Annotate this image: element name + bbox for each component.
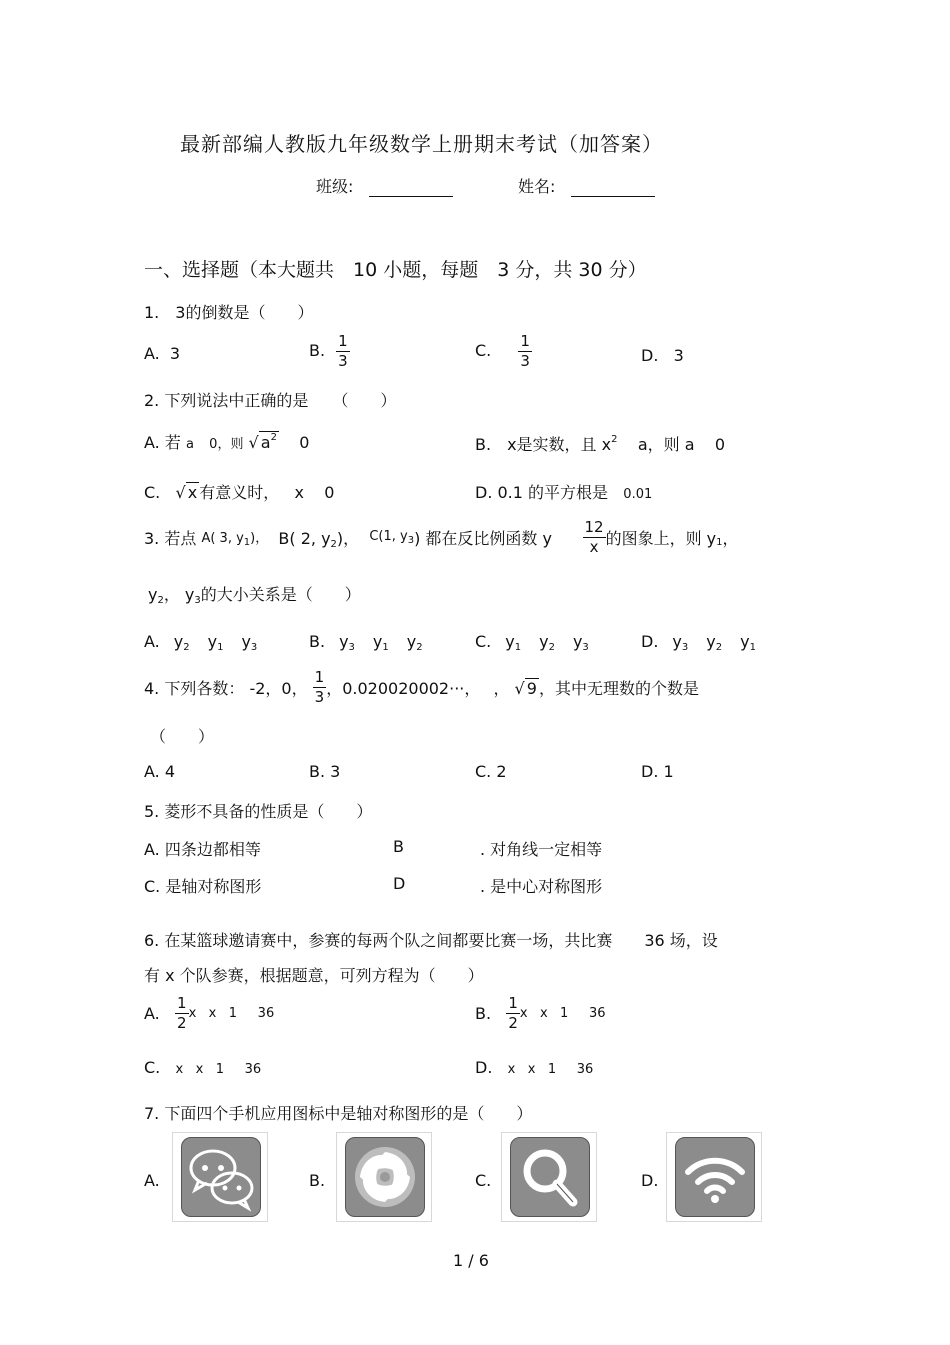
q4-option-b: B. 3 [309, 762, 341, 781]
q1-option-c: C. $\frac{1}{3}$ [475, 332, 530, 370]
q4-stem: 4. 下列各数： -2，0， $\frac{1}{3}$ ，0.020020002···， ， √ 9 ，其中无理数的个数是 [144, 668, 699, 706]
q1-option-b: B. $\frac{1}{3}$ [309, 332, 348, 370]
q1-stem: 1. 3的倒数是（ ） [144, 303, 314, 322]
chat-bubbles-icon [172, 1132, 268, 1222]
page-number: 1 / 6 [453, 1251, 489, 1270]
class-blank [369, 180, 453, 197]
q6-option-c: C. x x 1 36 [144, 1058, 262, 1077]
q7-stem: 7. 下面四个手机应用图标中是轴对称图形的是（ ） [144, 1104, 533, 1123]
class-field [316, 174, 453, 197]
q6-stem-line2: 有 x 个队参赛，根据题意，可列方程为（ ） [144, 966, 484, 985]
q7-option-d-label: D. [641, 1171, 659, 1190]
swirl-icon [336, 1132, 432, 1222]
search-icon [501, 1132, 597, 1222]
q6-option-a: A. $\frac{1}{2}$ x x 1 36 [144, 994, 275, 1032]
q2-option-b: B. x是实数，且 $x^2$ a，则 a 0 [475, 434, 726, 454]
q5-option-c: C. 是轴对称图形 [144, 877, 262, 896]
fraction: $\frac{1}{2}$ [177, 994, 187, 1032]
fraction: $\frac{12}{x}$ [584, 518, 604, 556]
q3-option-a: A. $y_2$ $y_1$ $y_3$ [144, 632, 258, 653]
name-label: 姓名: [518, 177, 556, 196]
q2-option-a: A. 若 a 0，则 √ $a^2$ 0 [144, 432, 310, 452]
section-heading: 一、选择题（本大题共 10 小题，每题 3 分，共 30 分） [144, 259, 647, 281]
q6-option-b: B. $\frac{1}{2}$ x x 1 36 [475, 994, 606, 1032]
q4-paren: （ ） [150, 727, 215, 746]
square-root: √ 9 [514, 678, 537, 698]
q2-option-c: C. √ x 有意义时， x 0 [144, 483, 335, 502]
q4-option-a: A. 4 [144, 762, 176, 781]
square-root: √ $a^2$ [248, 432, 277, 452]
q5-option-d-label: D [393, 874, 406, 893]
fraction: $\frac{1}{3}$ [520, 332, 530, 370]
q4-option-c: C. 2 [475, 762, 507, 781]
q5-option-b-label: B [393, 837, 404, 856]
fraction: $\frac{1}{2}$ [508, 994, 518, 1032]
wifi-icon [666, 1132, 762, 1222]
q6-stem: 6. 在某篮球邀请赛中，参赛的每两个队之间都要比赛一场，共比赛 36 场，设 [144, 931, 718, 950]
q5-stem: 5. 菱形不具备的性质是（ ） [144, 802, 373, 821]
fraction: $\frac{1}{3}$ [338, 332, 348, 370]
name-field [518, 174, 655, 197]
q2-option-d: D. 0.1 的平方根是 0.01 [475, 483, 653, 502]
q1-option-a: A. 3 [144, 344, 181, 363]
q5-option-a: A. 四条边都相等 [144, 840, 261, 859]
name-blank [571, 180, 655, 197]
q3-option-d: D. $y_3$ $y_2$ $y_1$ [641, 632, 756, 653]
q3-stem: 3. 若点 A( 3, $y_1$)， B( 2, $y_2$)， C(1, $y_3$) 都在反比例函数 y $\frac{12}{x}$ 的图象上，则 $y_1$， [144, 518, 739, 556]
q2-stem: 2. 下列说法中正确的是 （ ） [144, 391, 397, 410]
square-root: √ x [175, 483, 198, 502]
q4-option-d: D. 1 [641, 762, 674, 781]
q3-option-c: C. $y_1$ $y_2$ $y_3$ [475, 632, 589, 653]
q7-option-c-label: C. [475, 1171, 492, 1190]
q1-option-d: D. 3 [641, 346, 684, 365]
q5-option-b: . 对角线一定相等 [480, 840, 603, 859]
q3-stem-line2: $y_2$， $y_3$的大小关系是（ ） [148, 585, 361, 606]
q3-option-b: B. $y_3$ $y_1$ $y_2$ [309, 632, 423, 653]
fraction: $\frac{1}{3}$ [314, 668, 325, 706]
q5-option-d: . 是中心对称图形 [480, 877, 603, 896]
class-label: 班级: [316, 177, 354, 196]
q7-option-a-label: A. [144, 1171, 160, 1190]
q6-option-d: D. x x 1 36 [475, 1058, 594, 1077]
q7-option-b-label: B. [309, 1171, 326, 1190]
page-title: 最新部编人教版九年级数学上册期末考试（加答案） [180, 132, 663, 156]
